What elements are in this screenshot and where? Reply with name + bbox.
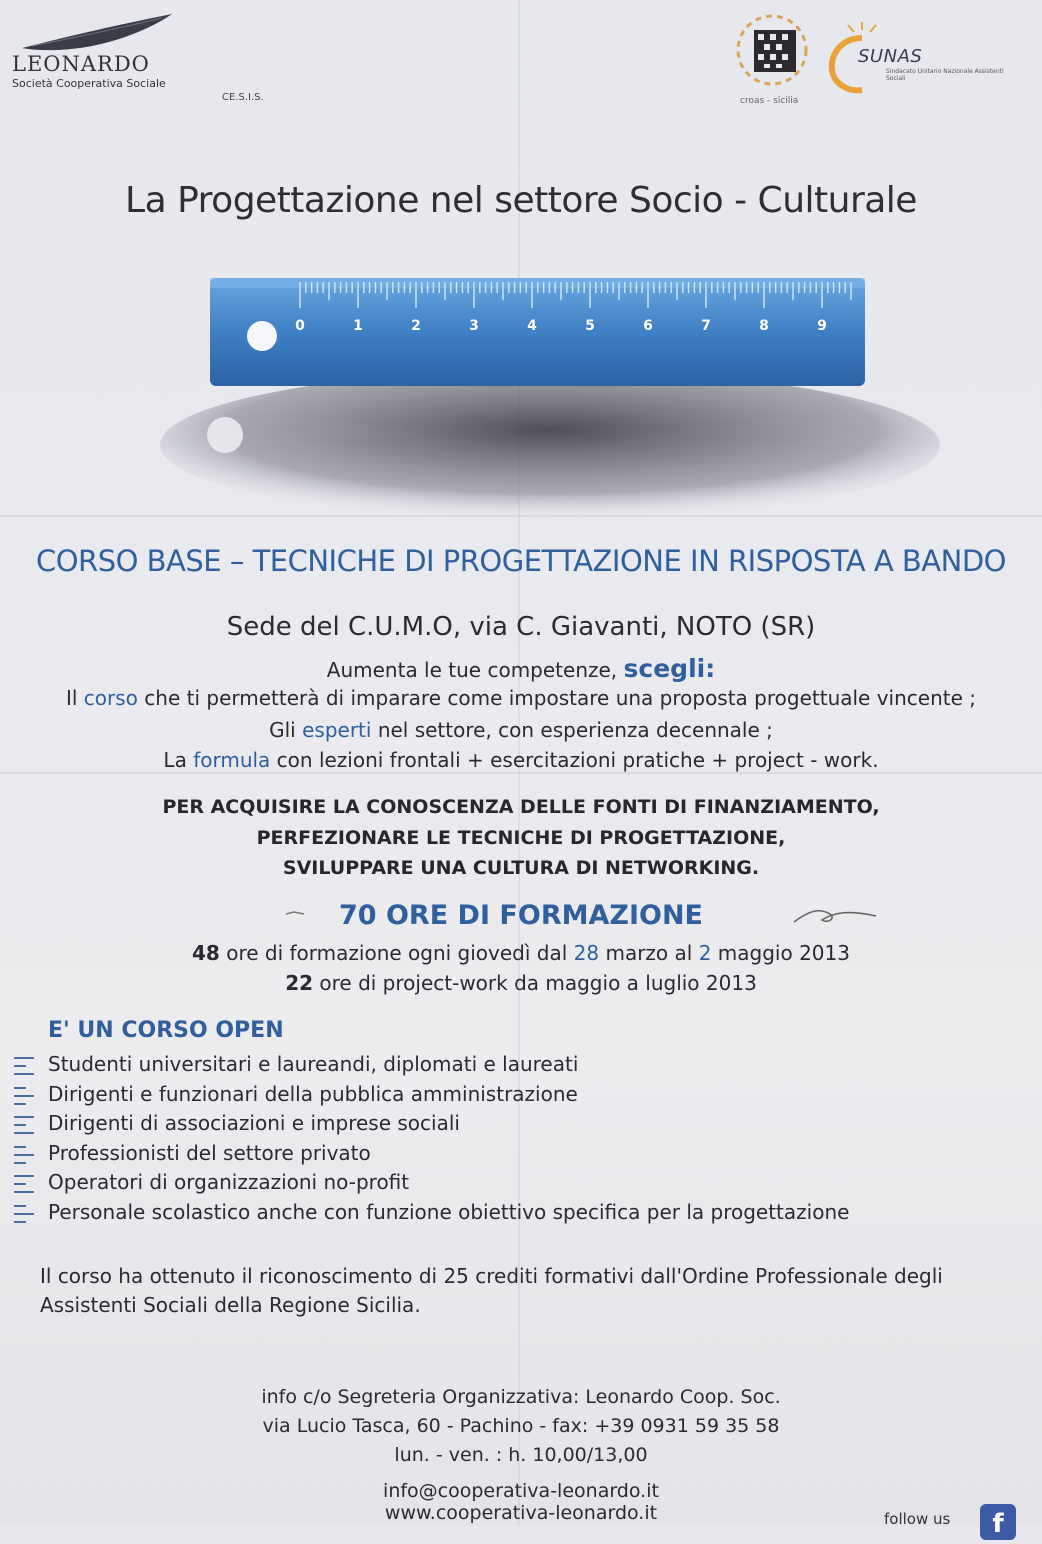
intro-line-1-post: che ti permetterà di imparare come impostare una proposta progettuale vincente ; <box>144 686 977 710</box>
schedule-text-2: ore di project-work da maggio a luglio 2013 <box>319 971 757 995</box>
contact-website-link[interactable]: www.cooperativa-leonardo.it <box>384 1502 658 1524</box>
list-item <box>14 1200 974 1230</box>
ruler-number: 2 <box>411 318 421 334</box>
schedule-date-start: 28 <box>573 941 600 965</box>
audience-label: Dirigenti di associazioni e imprese sociali <box>48 1111 460 1136</box>
ruler-bullet-icon <box>14 1084 36 1106</box>
audience-label: Professionisti del settore privato <box>48 1140 371 1165</box>
list-item <box>14 1141 974 1171</box>
intro-line-2-pre: Gli <box>269 718 296 742</box>
ruler-bullet-icon <box>14 1172 36 1194</box>
goal-line: PER ACQUISIRE LA CONOSCENZA DELLE FONTI DI FINANZIAMENTO, <box>162 796 880 818</box>
audience-list <box>14 1052 974 1230</box>
ruler-number: 5 <box>585 318 595 334</box>
intro-line-2 <box>0 718 1042 742</box>
intro-lead-text: Aumenta le tue competenze, <box>326 658 618 682</box>
schedule-date-end: 2 <box>698 941 712 965</box>
contact-email-link[interactable]: info@cooperativa-leonardo.it <box>383 1480 659 1502</box>
course-title: CORSO BASE – TECNICHE DI PROGETTAZIONE IN RISPOSTA A BANDO <box>35 544 1006 578</box>
ruler-illustration <box>150 270 950 530</box>
paper-fold <box>0 772 1042 774</box>
hours-title: 70 ORE DI FORMAZIONE <box>339 900 703 931</box>
follow-us-label: follow us <box>884 1510 951 1528</box>
credits-note: Il corso ha ottenuto il riconoscimento di 25 crediti formativi dall'Ordine Professionale degli Assistenti Sociali della Regione Sicilia. <box>40 1264 943 1317</box>
leonardo-subtitle: Società Cooperativa Sociale <box>12 77 166 90</box>
audience-label: Dirigenti e funzionari della pubblica amministrazione <box>48 1081 578 1106</box>
intro-line-1 <box>0 686 1042 710</box>
ruler-number: 9 <box>817 318 827 334</box>
intro-line-2-post: nel settore, con esperienza decennale ; <box>377 718 773 742</box>
goal-line: PERFEZIONARE LE TECNICHE DI PROGETTAZIONE, <box>256 827 786 849</box>
leonardo-name: LEONARDO <box>12 52 150 76</box>
intro-lead-keyword: scegli: <box>623 654 716 683</box>
schedule-text-a: ore di formazione ogni giovedì dal <box>226 941 568 965</box>
contact-hours: lun. - ven. : h. 10,00/13,00 <box>394 1444 648 1466</box>
list-item <box>14 1170 974 1200</box>
ruler-number: 4 <box>527 318 537 334</box>
list-item <box>14 1111 974 1141</box>
schedule-hours-2: 22 <box>285 971 314 995</box>
schedule-hours-1: 48 <box>192 941 220 965</box>
ruler-number: 1 <box>353 318 363 334</box>
ruler-number: 6 <box>643 318 653 334</box>
intro-lead <box>0 654 1042 683</box>
ruler-number: 3 <box>469 318 479 334</box>
ruler-bullet-icon <box>14 1143 36 1165</box>
ruler-number: 0 <box>295 318 305 334</box>
audience-label: Studenti universitari e laureandi, diplomati e laureati <box>48 1052 579 1076</box>
ruler-bullet-icon <box>14 1113 36 1135</box>
ruler-number: 7 <box>701 318 711 334</box>
contact-line-1: info c/o Segreteria Organizzativa: Leonardo Coop. Soc. <box>261 1386 781 1408</box>
handwritten-signature <box>790 900 880 930</box>
schedule-text-b: marzo al <box>605 941 693 965</box>
cesis-label: CE.S.I.S. <box>222 92 264 103</box>
schedule-text-c: maggio 2013 <box>717 941 850 965</box>
intro-line-3 <box>0 748 1042 772</box>
intro-line-1-keyword: corso <box>83 686 138 710</box>
intro-line-3-keyword: formula <box>193 748 271 772</box>
intro-line-3-post: con lezioni frontali + esercitazioni pratiche + project - work. <box>276 748 879 772</box>
open-course-title: E' UN CORSO OPEN <box>48 1018 284 1043</box>
venue: Sede del C.U.M.O, via C. Giavanti, NOTO (SR) <box>226 612 816 642</box>
intro-line-3-pre: La <box>163 748 187 772</box>
poster-title: La Progettazione nel settore Socio - Culturale <box>125 180 917 221</box>
ruler-bullet-icon <box>14 1202 36 1224</box>
schedule-line-2 <box>0 971 1042 995</box>
audience-label: Personale scolastico anche con funzione obiettivo specifica per la progettazione <box>48 1199 850 1224</box>
ruler-bullet-icon <box>14 1054 36 1076</box>
croas-logo <box>734 6 810 92</box>
facebook-icon[interactable]: f <box>980 1504 1016 1540</box>
croas-label: croas - sicilia <box>740 96 799 106</box>
sunas-name: SUNAS <box>858 46 923 67</box>
intro-line-1-pre: Il <box>65 686 78 710</box>
sunas-subtitle: Sindacato Unitario Nazionale Assistenti Sociali <box>886 68 1004 82</box>
schedule-line-1 <box>0 941 1042 965</box>
audience-label: Operatori di organizzazioni no-profit <box>48 1170 410 1195</box>
list-item <box>14 1082 974 1112</box>
goal-line: SVILUPPARE UNA CULTURA DI NETWORKING. <box>282 857 760 879</box>
list-item <box>14 1052 974 1082</box>
intro-line-2-keyword: esperti <box>302 718 372 742</box>
ruler-number: 8 <box>759 318 769 334</box>
contact-line-2: via Lucio Tasca, 60 - Pachino - fax: +39 0931 59 35 58 <box>262 1415 780 1437</box>
